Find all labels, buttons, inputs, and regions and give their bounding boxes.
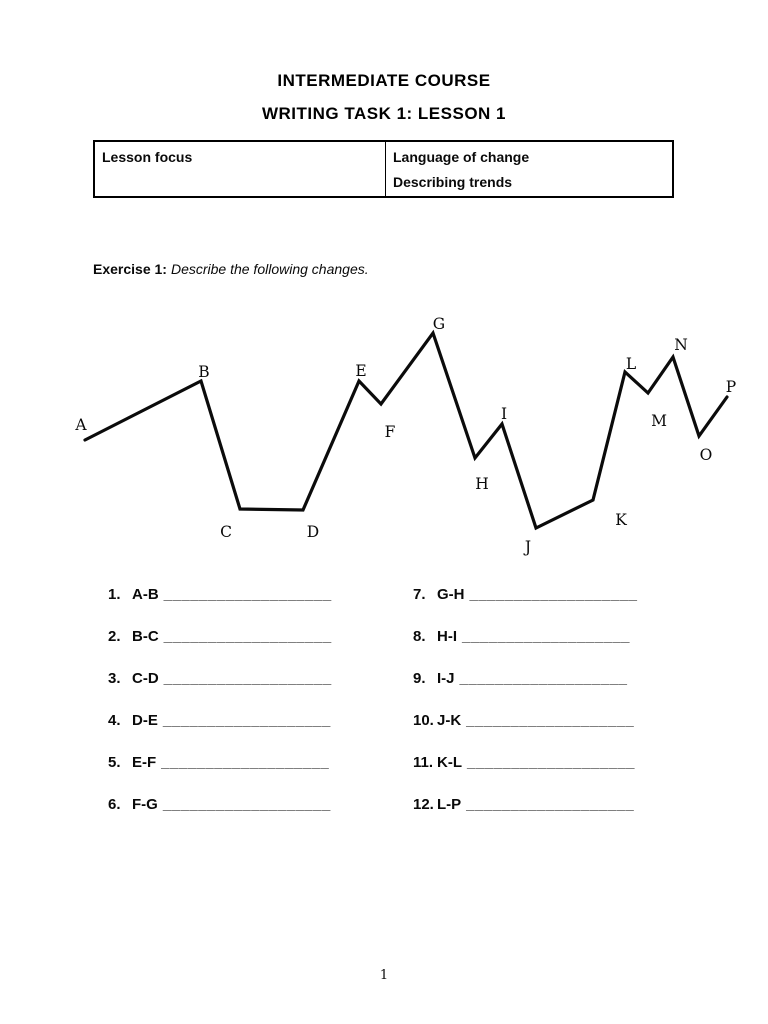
answer-blank: ___________________ xyxy=(163,586,332,603)
question-number: 10. xyxy=(413,712,434,729)
answer-blank: ___________________ xyxy=(163,670,332,687)
chart-point-label-G: G xyxy=(432,315,446,333)
chart-point-label-B: B xyxy=(198,363,210,381)
chart-point-label-L: L xyxy=(625,355,637,373)
question-row-5 xyxy=(108,754,332,796)
question-number: 6. xyxy=(108,796,121,813)
question-row-7 xyxy=(413,586,638,628)
question-number: 8. xyxy=(413,628,426,645)
question-row-9 xyxy=(413,670,638,712)
segment-label: G-H xyxy=(437,586,465,603)
trend-chart xyxy=(0,300,768,570)
question-number: 7. xyxy=(413,586,426,603)
chart-point-label-K: K xyxy=(615,511,627,529)
lesson-focus-cell: Lesson focus xyxy=(95,142,386,196)
segment-label: A-B xyxy=(132,586,159,603)
question-number: 1. xyxy=(108,586,121,603)
question-row-10 xyxy=(413,712,638,754)
question-number: 12. xyxy=(413,796,434,813)
chart-point-label-I: I xyxy=(500,405,508,423)
segment-label: B-C xyxy=(132,628,159,645)
lesson-info-table xyxy=(93,140,674,198)
course-title: INTERMEDIATE COURSE xyxy=(277,71,491,90)
answer-blank: ___________________ xyxy=(466,796,635,813)
chart-point-label-F: F xyxy=(384,423,396,441)
lesson-topic-describing-trends: Describing trends xyxy=(393,174,513,190)
answer-blank: ___________________ xyxy=(162,712,331,729)
segment-label: E-F xyxy=(132,754,157,771)
chart-point-label-A: A xyxy=(75,416,87,434)
segment-label: K-L xyxy=(437,754,462,771)
question-row-3 xyxy=(108,670,332,712)
lesson-title: WRITING TASK 1: LESSON 1 xyxy=(261,104,507,123)
answer-blank: ___________________ xyxy=(163,628,332,645)
segment-label: I-J xyxy=(437,670,455,687)
chart-point-label-M: M xyxy=(651,412,667,430)
question-row-4 xyxy=(108,712,332,754)
exercise-label: Exercise 1: xyxy=(93,261,167,277)
question-number: 4. xyxy=(108,712,121,729)
question-row-1 xyxy=(108,586,332,628)
answer-blank: ___________________ xyxy=(162,796,331,813)
answer-blank: ___________________ xyxy=(469,586,638,603)
chart-point-label-N: N xyxy=(674,336,688,354)
answer-blank: ___________________ xyxy=(466,712,635,729)
questions-left-column xyxy=(108,586,332,838)
exercise-instruction: Describe the following changes. xyxy=(170,261,369,277)
question-number: 2. xyxy=(108,628,121,645)
lesson-topic-language-of-change: Language of change xyxy=(393,149,530,165)
chart-point-label-P: P xyxy=(725,378,737,396)
segment-label: H-I xyxy=(437,628,457,645)
answer-blank: ___________________ xyxy=(161,754,330,771)
chart-point-label-D: D xyxy=(306,523,320,541)
questions-right-column xyxy=(413,586,638,838)
chart-point-label-J: J xyxy=(524,538,532,556)
answer-blank: ___________________ xyxy=(459,670,628,687)
answer-blank: ___________________ xyxy=(467,754,636,771)
question-number: 11. xyxy=(413,754,434,771)
exercise-heading xyxy=(93,261,369,277)
chart-point-label-E: E xyxy=(355,362,367,380)
question-number: 9. xyxy=(413,670,426,687)
question-row-11 xyxy=(413,754,638,796)
answer-blank: ___________________ xyxy=(462,628,631,645)
chart-point-label-H: H xyxy=(475,475,489,493)
segment-label: J-K xyxy=(437,712,462,729)
segment-label: L-P xyxy=(437,796,462,813)
question-number: 3. xyxy=(108,670,121,687)
page-number: 1 xyxy=(379,968,389,983)
chart-point-label-C: C xyxy=(220,523,232,541)
question-row-8 xyxy=(413,628,638,670)
chart-point-label-O: O xyxy=(699,446,713,464)
question-row-12 xyxy=(413,796,638,838)
question-row-6 xyxy=(108,796,332,838)
segment-label: D-E xyxy=(132,712,158,729)
question-row-2 xyxy=(108,628,332,670)
question-number: 5. xyxy=(108,754,121,771)
segment-label: F-G xyxy=(132,796,158,813)
lesson-content-cell xyxy=(386,142,672,196)
segment-label: C-D xyxy=(132,670,159,687)
